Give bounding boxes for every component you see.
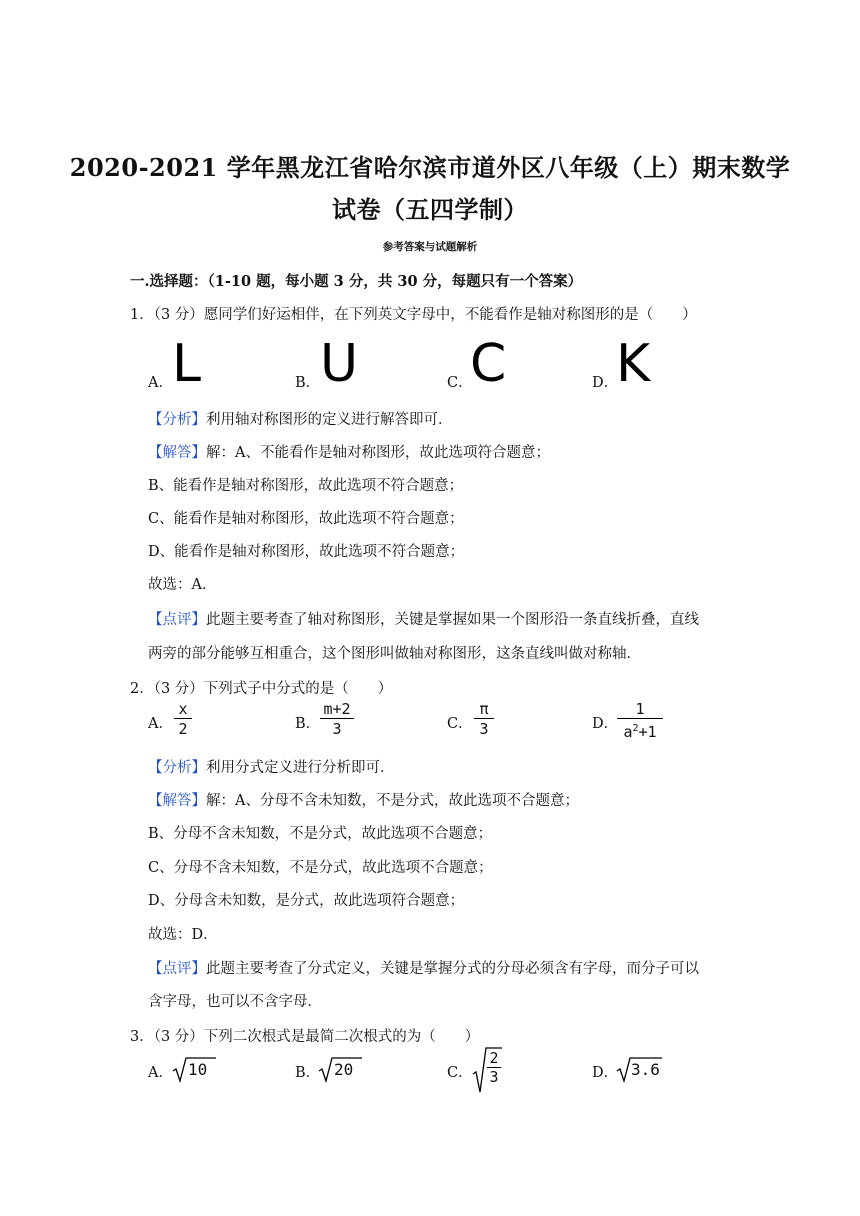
q2-d-denominator xyxy=(617,719,663,742)
q1-option-b-label: B． xyxy=(295,375,321,391)
q2-fraction-a xyxy=(174,700,192,739)
q1-letter-l: L xyxy=(172,334,201,394)
q3-a-radicand: 10 xyxy=(188,1060,208,1079)
q3-c-denominator: 3 xyxy=(489,1068,499,1086)
solution-tag: 【解答】 xyxy=(148,793,206,809)
q2-fraction-d xyxy=(617,700,663,742)
q3-option-c-label: C． xyxy=(447,1065,473,1081)
q2-fraction-b xyxy=(320,700,354,739)
q2-solution-b: B、分母不含未知数，不是分式，故此选项不合题意； xyxy=(148,826,493,842)
q2-option-b-label: B． xyxy=(295,716,321,732)
q3-option-d xyxy=(592,1061,618,1082)
q2-comment xyxy=(148,957,699,978)
document-title-line2: 试卷（五四学制） xyxy=(332,195,528,224)
q1-letter-k: K xyxy=(616,334,651,394)
q1-option-d xyxy=(592,371,618,392)
solution-tag: 【解答】 xyxy=(148,445,206,461)
q1-solution xyxy=(148,441,550,462)
q3-c-numerator: 2 xyxy=(489,1049,499,1067)
q3-radical-b xyxy=(318,1056,362,1084)
q3-option-a-label: A． xyxy=(148,1065,173,1081)
q2-d-den-tail: +1 xyxy=(638,723,657,741)
q2-b-denominator: 3 xyxy=(332,720,342,738)
q2-solution xyxy=(148,789,579,810)
q1-solution-b: B、能看作是轴对称图形，故此选项不符合题意； xyxy=(148,478,464,494)
q2-analysis-text: 利用分式定义进行分析即可． xyxy=(206,760,395,776)
q3-option-b xyxy=(295,1061,320,1082)
q3-option-a xyxy=(148,1061,173,1082)
q2-comment-text: 此题主要考查了分式定义，关键是掌握分式的分母必须含有字母，而分子可以 xyxy=(206,961,699,977)
comment-tag: 【点评】 xyxy=(148,612,206,628)
q1-option-a xyxy=(148,371,173,392)
q1-option-b xyxy=(295,371,320,392)
q3-c-fraction xyxy=(487,1050,501,1087)
q3-d-radicand: 3.6 xyxy=(631,1060,660,1079)
q2-c-numerator: π xyxy=(479,700,489,718)
q2-option-d-label: D． xyxy=(592,716,619,732)
q3-option-c xyxy=(447,1061,473,1082)
q3-radical-d xyxy=(616,1056,662,1084)
q2-option-b xyxy=(295,712,320,733)
q2-d-den-base: a xyxy=(623,723,633,741)
analysis-tag: 【分析】 xyxy=(148,412,206,428)
q2-solution-c: C、分母不含未知数，不是分式，故此选项不合题意； xyxy=(148,860,493,876)
q2-stem: 2．（3 分）下列式子中分式的是（ ） xyxy=(130,681,393,697)
q2-option-d xyxy=(592,712,618,733)
q2-d-numerator: 1 xyxy=(635,700,645,718)
q3-option-d-label: D． xyxy=(592,1065,619,1081)
q2-comment-cont: 含字母，也可以不含字母． xyxy=(148,994,322,1010)
q3-radical-a xyxy=(172,1056,216,1084)
q2-option-a-label: A． xyxy=(148,716,173,732)
q1-analysis xyxy=(148,408,453,429)
q2-d-den-exponent: 2 xyxy=(632,723,639,734)
q1-letter-c: C xyxy=(470,334,507,394)
q2-c-denominator: 3 xyxy=(479,720,489,738)
q2-fraction-c xyxy=(474,700,494,739)
q1-option-d-label: D． xyxy=(592,375,619,391)
section-heading: 一.选择题：（1-10 题，每小题 3 分，共 30 分，每题只有一个答案） xyxy=(130,273,583,290)
q1-solution-text: 解：A、不能看作是轴对称图形，故此选项符合题意； xyxy=(206,445,550,461)
q2-solution-d: D、分母含未知数，是分式，故此选项符合题意； xyxy=(148,893,465,909)
analysis-tag: 【分析】 xyxy=(148,760,206,776)
q1-solution-d: D、能看作是轴对称图形，故此选项不符合题意； xyxy=(148,544,465,560)
q3-radical-c xyxy=(472,1046,502,1094)
q1-comment xyxy=(148,608,699,629)
q2-analysis xyxy=(148,756,395,777)
q3-b-radicand: 20 xyxy=(334,1060,354,1079)
q3-stem: 3．（3 分）下列二次根式是最简二次根式的为（ ） xyxy=(130,1029,480,1045)
q3-option-b-label: B． xyxy=(295,1065,321,1081)
q2-a-numerator: x xyxy=(178,700,188,718)
q2-option-c-label: C． xyxy=(447,716,473,732)
q1-option-a-label: A． xyxy=(148,375,173,391)
q1-letter-u: U xyxy=(320,334,359,394)
document-subtitle: 参考答案与试题解析 xyxy=(382,241,478,253)
q2-option-c xyxy=(447,712,473,733)
q1-option-c-label: C． xyxy=(447,375,473,391)
q1-option-c xyxy=(447,371,473,392)
q1-comment-cont: 两旁的部分能够互相重合，这个图形叫做轴对称图形，这条直线叫做对称轴． xyxy=(148,646,641,662)
q1-stem: 1．（3 分）愿同学们好运相伴，在下列英文字母中，不能看作是轴对称图形的是（ ） xyxy=(130,307,697,323)
q1-answer: 故选：A． xyxy=(148,577,217,593)
document-title-line1: 2020-2021 学年黑龙江省哈尔滨市道外区八年级（上）期末数学 xyxy=(69,153,791,182)
q2-option-a xyxy=(148,712,173,733)
q2-a-denominator: 2 xyxy=(178,720,188,738)
q2-answer: 故选：D． xyxy=(148,927,218,943)
q2-b-numerator: m+2 xyxy=(323,700,351,718)
comment-tag: 【点评】 xyxy=(148,961,206,977)
q1-comment-text: 此题主要考查了轴对称图形，关键是掌握如果一个图形沿一条直线折叠，直线 xyxy=(206,612,699,628)
q1-analysis-text: 利用轴对称图形的定义进行解答即可． xyxy=(206,412,453,428)
q2-solution-text: 解：A、分母不含未知数，不是分式，故此选项不合题意； xyxy=(206,793,579,809)
q1-solution-c: C、能看作是轴对称图形，故此选项不符合题意； xyxy=(148,511,464,527)
